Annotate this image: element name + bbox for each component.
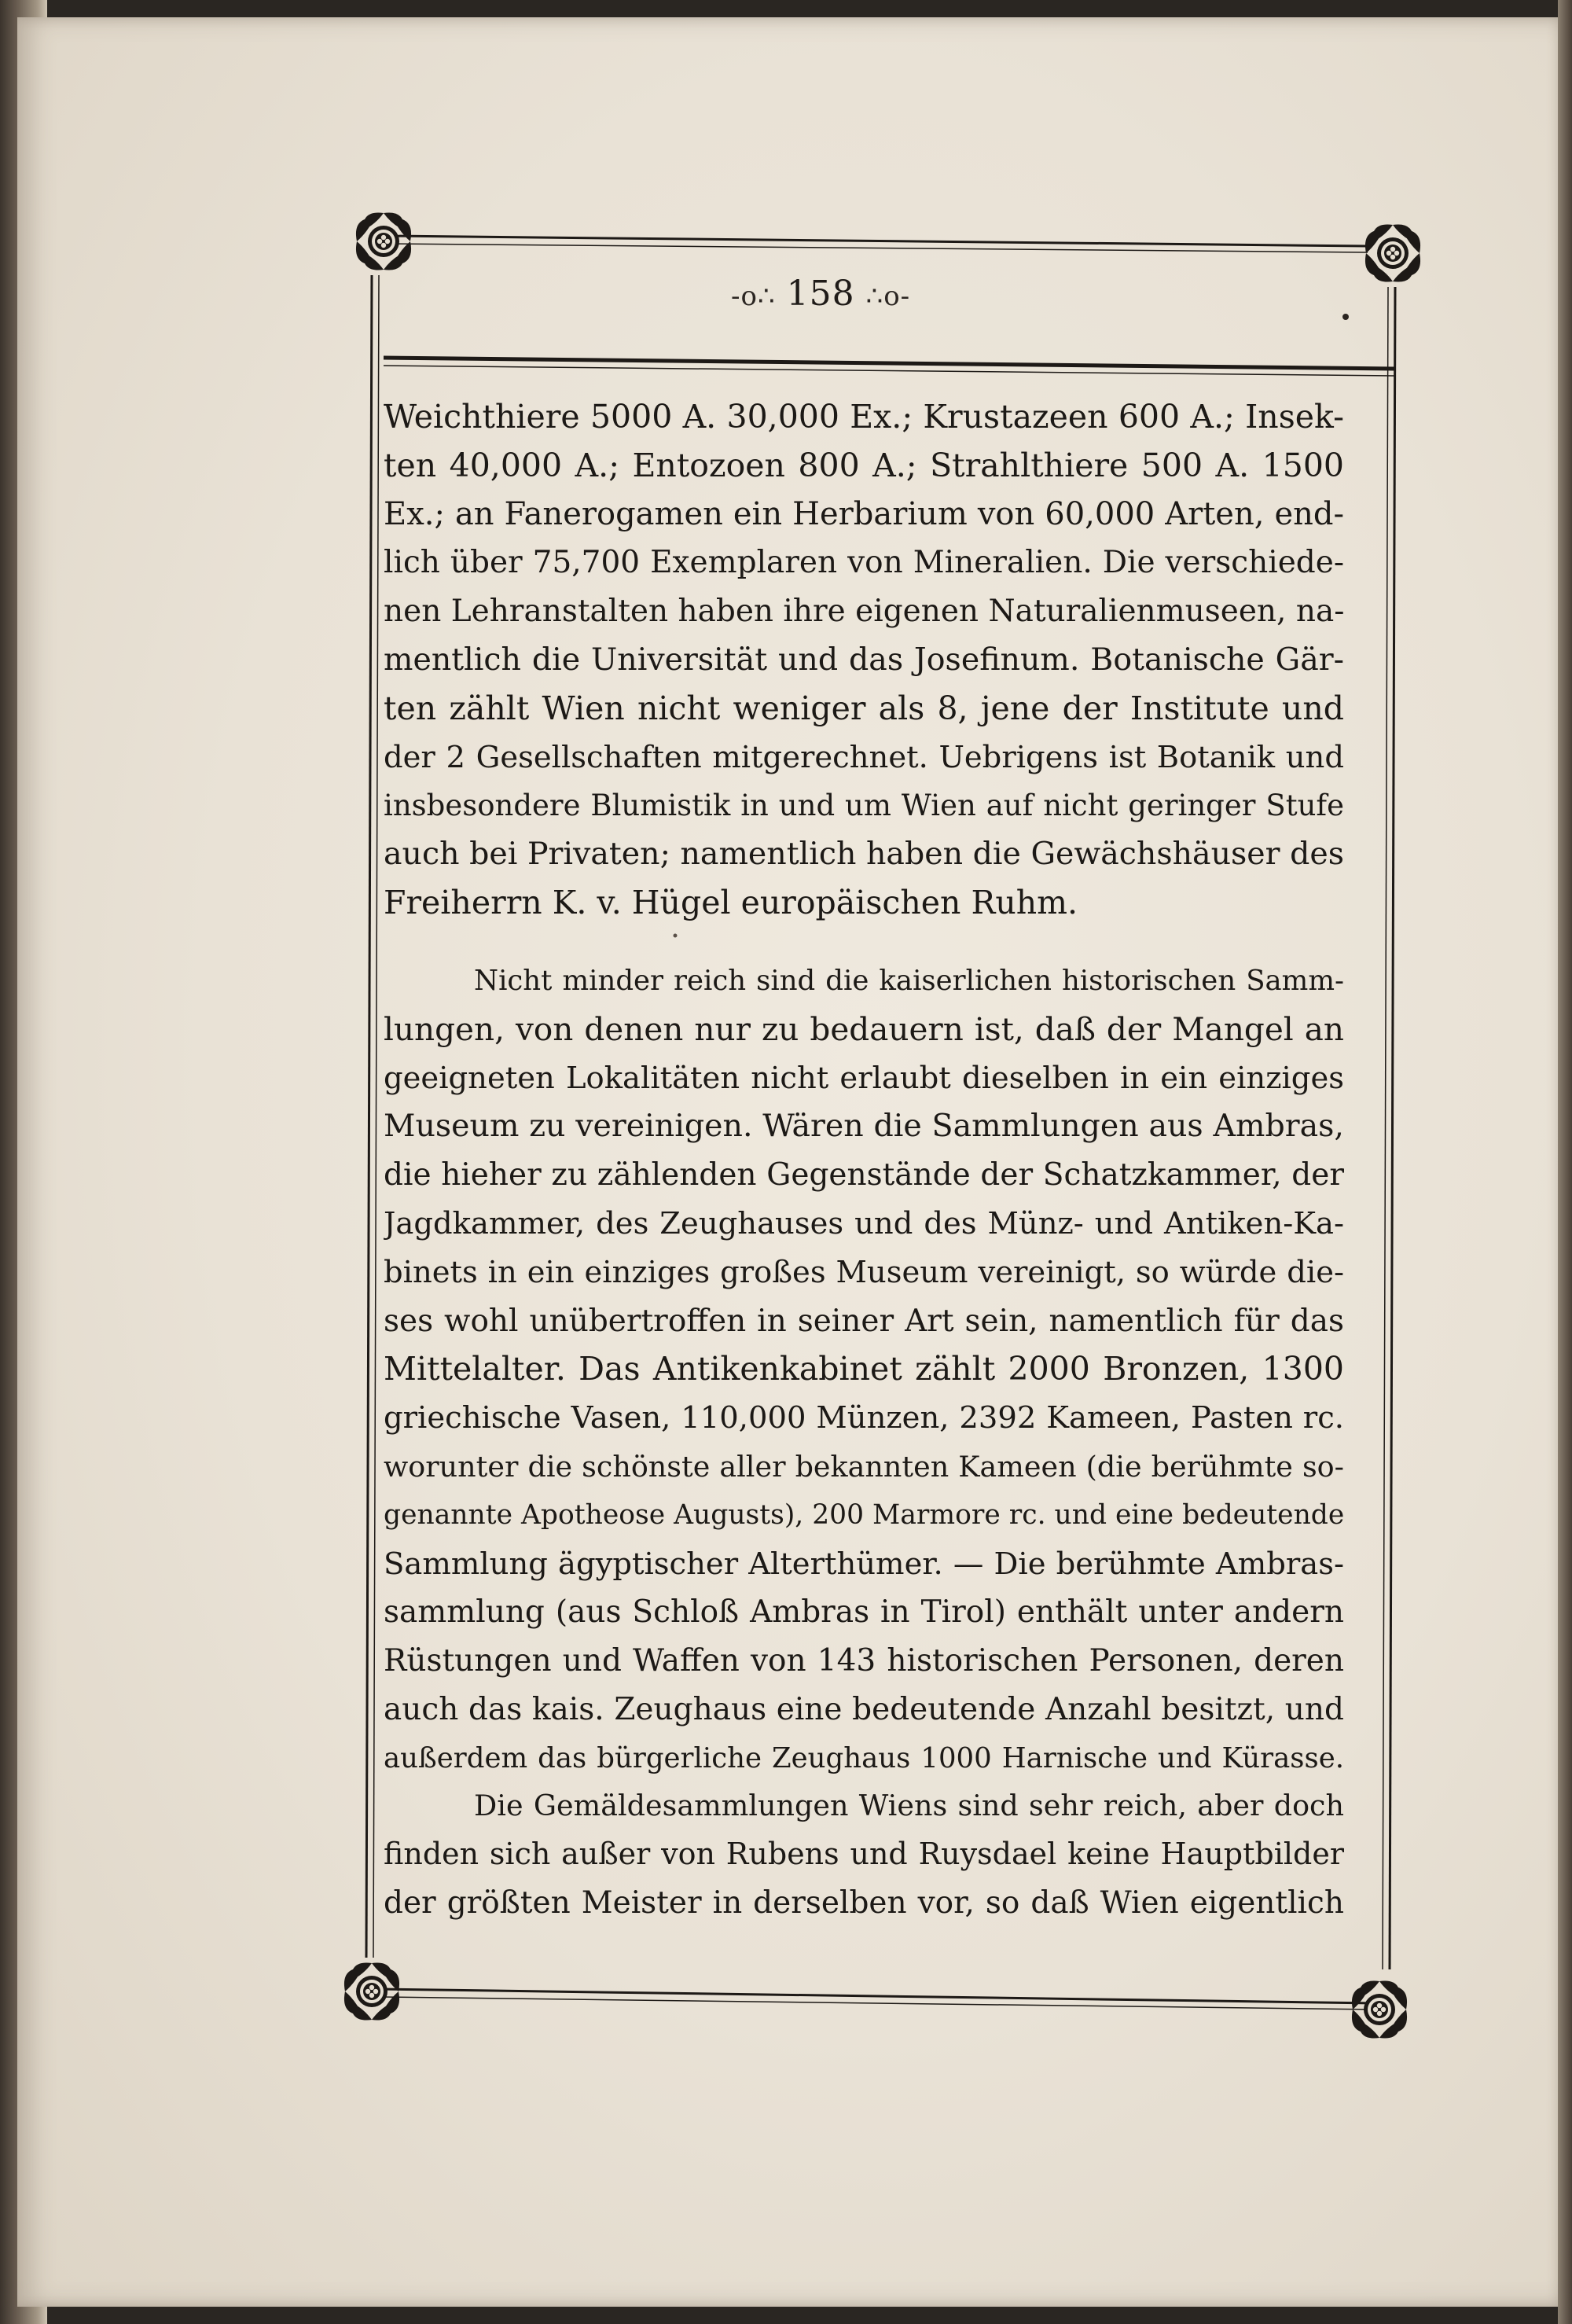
text-line: Rüstungen und Waffen von 143 historischen Personen, deren [384,1643,1344,1679]
text-line: Ex.; an Fanerogamen ein Herbarium von 60,000 Arten, end- [384,495,1344,532]
text-line: lungen, von denen nur zu bedauern ist, daß der Mangel an [384,1009,1344,1048]
ornament-left-icon: -o∴ [731,281,776,312]
text-line: Die Gemäldesammlungen Wiens sind sehr reich, aber doch [474,1789,1344,1822]
text-line: ten zählt Wien nicht weniger als 8, jene der Institute und [384,689,1344,727]
text-line: griechische Vasen, 110,000 Münzen, 2392 Kameen, Pasten rc. [384,1400,1344,1436]
ornament-right-icon: ∴o- [865,281,911,312]
text-line: Freiherrn K. v. Hügel europäischen Ruhm. [384,883,1078,921]
text-line: Weichthiere 5000 A. 30,000 Ex.; Krustazeen 600 A.; Insek- [384,398,1344,436]
text-line: ses wohl unübertroffen in seiner Art sein, namentlich für das [384,1303,1344,1339]
text-line: geeigneten Lokalitäten nicht erlaubt dieselben in ein einziges [384,1060,1344,1096]
text-line: nen Lehranstalten haben ihre eigenen Naturalienmuseen, na- [384,594,1344,630]
text-line: Nicht minder reich sind die kaiserlichen historischen Samm- [474,965,1344,997]
text-line: die hieher zu zählenden Gegenstände der Schatzkammer, der [384,1157,1344,1193]
paragraph-2 [384,957,1344,1783]
page-number: 158 [786,274,855,314]
text-line: der 2 Gesellschaften mitgerechnet. Uebrigens ist Botanik und [384,739,1344,775]
text-line: Sammlung ägyptischer Alterthümer. — Die berühmte Ambras- [384,1546,1344,1582]
text-line: Jagdkammer, des Zeughauses und des Münz- und Antiken-Ka- [384,1205,1344,1241]
text-line: auch bei Privaten; namentlich haben die Gewächshäuser des [384,836,1344,873]
paragraph-3 [384,1782,1344,1927]
text-line: worunter die schönste aller bekannten Kameen (die berühmte so- [384,1449,1344,1484]
text-line: mentlich die Universität und das Josefinum. Botanische Gär- [384,641,1344,678]
text-line: sammlung (aus Schloß Ambras in Tirol) enthält unter andern [384,1594,1344,1631]
corner-rosette-icon [356,212,411,270]
text-line: ten 40,000 A.; Entozoen 800 A.; Strahlthiere 500 A. 1500 [384,446,1344,484]
paragraph-1 [384,393,1344,928]
text-line: finden sich außer von Rubens und Ruysdael keine Hauptbilder [384,1836,1344,1871]
text-line: auch das kais. Zeughaus eine bedeutende Anzahl besitzt, und [384,1691,1344,1727]
page-number-header [731,274,967,314]
corner-rosette-icon [1365,224,1420,281]
text-line: genannte Apotheose Augusts), 200 Marmore rc. und eine bedeutende [384,1498,1344,1531]
text-line: außerdem das bürgerliche Zeughaus 1000 Harnische und Kürasse. [384,1741,1344,1774]
text-line: binets in ein einziges großes Museum vereinigt, so würde die- [384,1254,1344,1290]
text-line: insbesondere Blumistik in und um Wien auf nicht geringer Stufe [384,789,1344,823]
text-line: der größten Meister in derselben vor, so daß Wien eigentlich [384,1885,1344,1921]
text-line: lich über 75,700 Exemplaren von Mineralien. Die verschiede- [384,545,1344,581]
corner-rosette-icon [344,1962,399,2020]
text-line: Mittelalter. Das Antikenkabinet zählt 2000 Bronzen, 1300 [384,1350,1344,1388]
text-line: Museum zu vereinigen. Wären die Sammlungen aus Ambras, [384,1108,1344,1145]
